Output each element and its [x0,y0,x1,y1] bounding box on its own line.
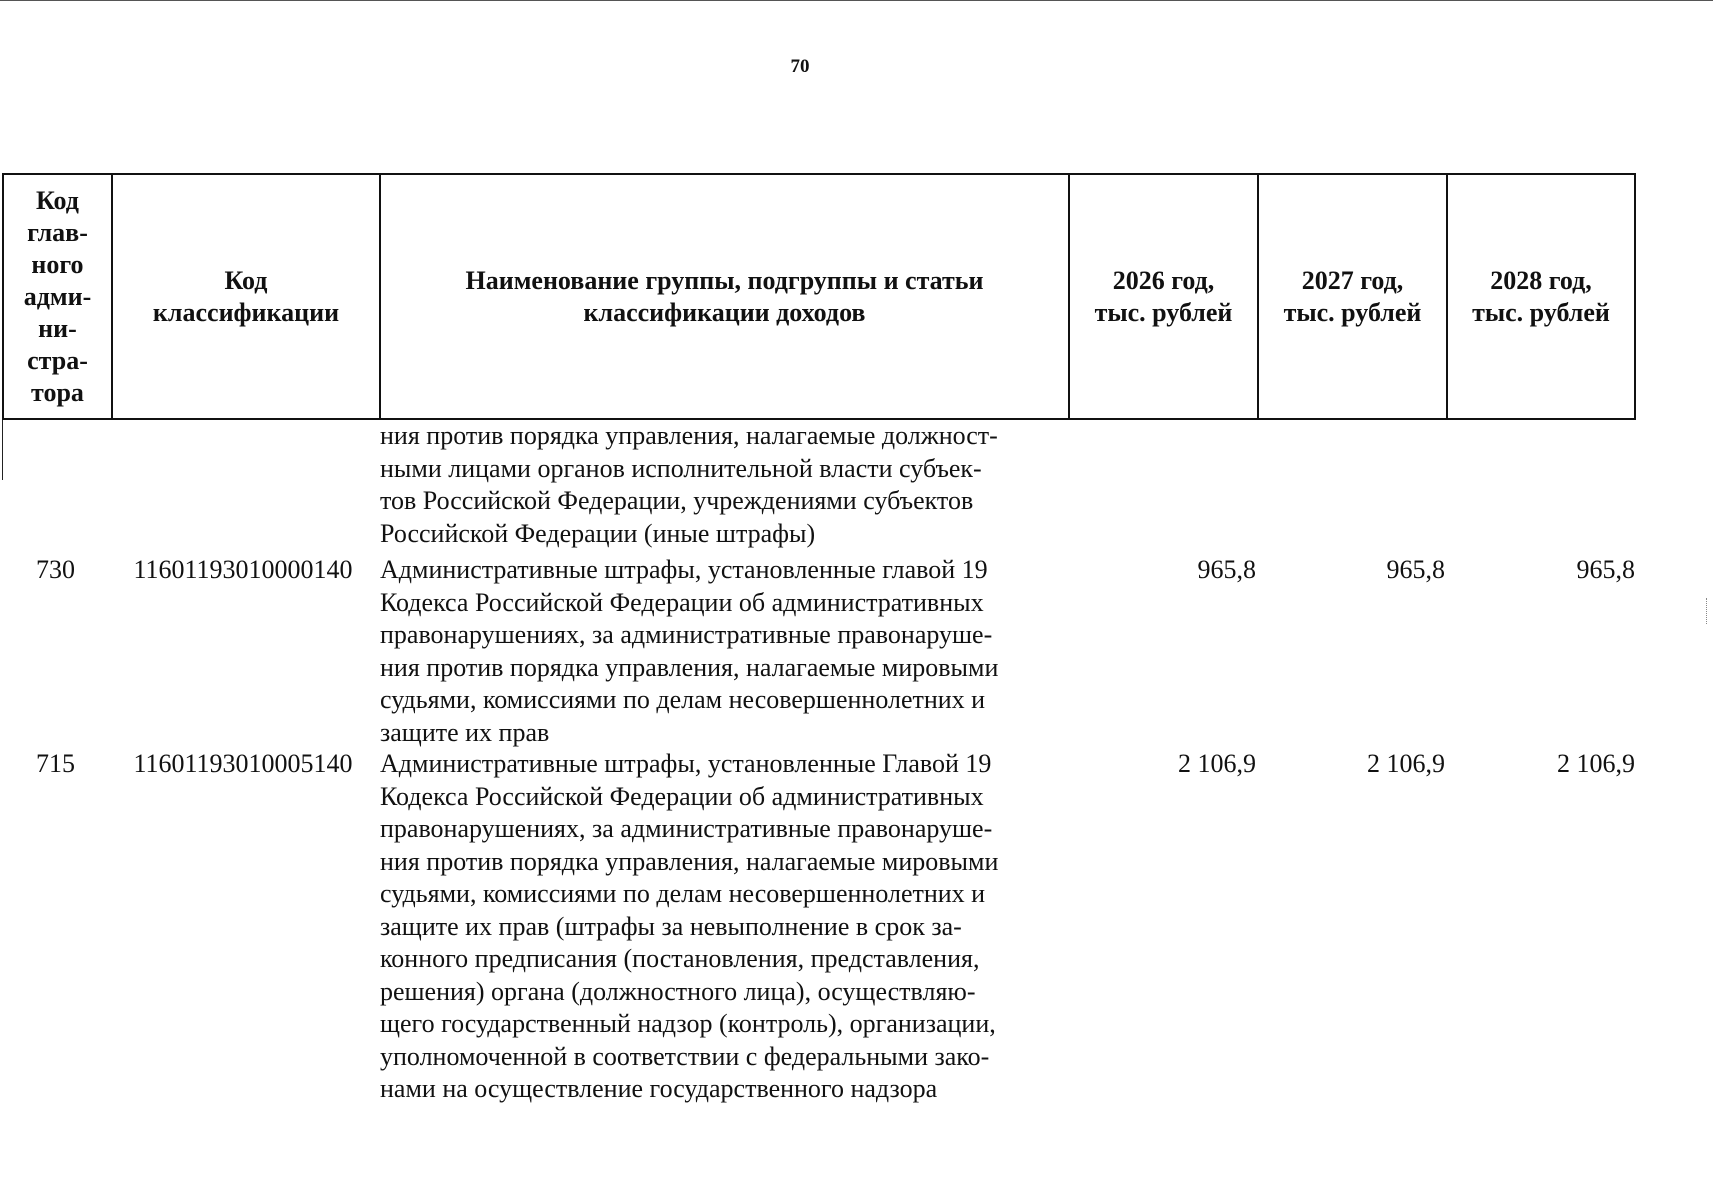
header-year-2026: 2026 год, тыс. рублей [1070,175,1259,418]
row-value-2027: 965,8 [1386,555,1445,584]
header-name: Наименование группы, подгруппы и статьи классификации доходов [381,175,1070,418]
scan-artifact [1706,598,1711,624]
row-name: ния против порядка управления, налагаемые должност- ными лицами органов исполнительной власти субъек- тов Российской Федерации, учреждениями субъектов Российской Федерации (иные штрафы) [380,421,998,548]
row-value-2028: 965,8 [1576,555,1635,584]
row-value-2027: 2 106,9 [1367,749,1445,778]
row-class-code: 11601193010000140 [133,555,353,584]
row-admin-code: 730 [36,555,75,584]
left-border-fragment [2,420,3,480]
header-year-2027: 2027 год, тыс. рублей [1259,175,1448,418]
header-year-2028: 2028 год, тыс. рублей [1472,265,1610,327]
page-number: 70 [790,56,810,77]
header-class-code: Код классификации [113,175,381,418]
row-admin-code: 715 [36,749,75,778]
row-value-2026: 965,8 [1197,555,1256,584]
row-name: Административные штрафы, установленные Главой 19 Кодекса Российской Федерации об административных правонарушениях, за административные правонаруше- ния против порядка управления, налагаемые мировыми судьями, комиссиями по делам несовершеннолетних и защите их прав (штрафы за невыполнение в срок за- конного предписания (постановления, представления, решения) органа (должностного лица), осуществляю- щего государственный надзор (контроль), организации, уполномоченной в соответствии с федеральными зако- нами на осуществление государственного надзора [380,749,999,1103]
row-value-2028: 2 106,9 [1557,749,1635,778]
row-value-2026: 2 106,9 [1178,749,1256,778]
row-name: Административные штрафы, установленные главой 19 Кодекса Российской Федерации об административных правонарушениях, за административные правонаруше- ния против порядка управления, налагаемые мировыми судьями, комиссиями по делам несовершеннолетних и защите их прав [380,555,999,747]
row-class-code: 11601193010005140 [133,749,353,778]
header-admin-code: Код глав- ного адми- ни- стра- тора [4,175,113,418]
